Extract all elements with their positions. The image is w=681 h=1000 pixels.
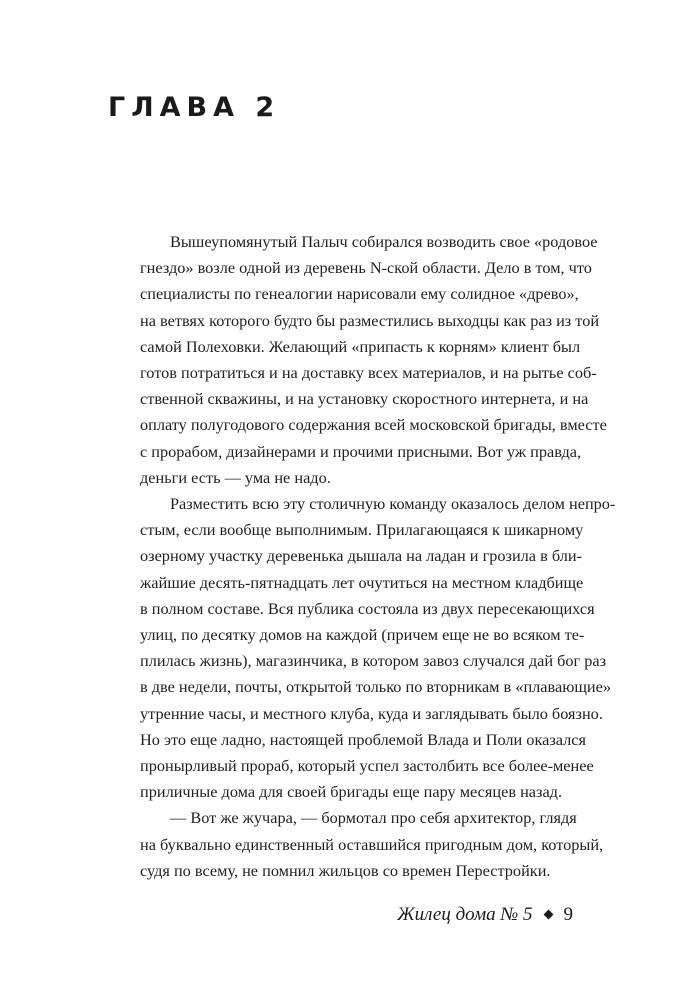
chapter-title: ГЛАВА 2 — [108, 92, 281, 123]
text-line: плилась жизнь), магазинчика, в котором завоз случался дай бог раз — [140, 651, 607, 671]
paragraph — [110, 805, 604, 884]
text-line: стым, если вообще выполнимым. Прилагающаяся к шикарному — [140, 520, 584, 540]
text-line: приличные дома для своей бригады еще пару месяцев назад. — [140, 782, 563, 802]
text-line: самой Полеховки. Желающий «припасть к корням» клиент был — [140, 336, 581, 356]
text-line: ственной скважины, и на установку скоростного интернета, и на — [140, 389, 589, 409]
text-line: Но это еще ладно, настоящей проблемой Влада и Поли оказался — [140, 729, 586, 749]
paragraph — [110, 491, 616, 805]
text-line: оплату полугодового содержания всей московской бригады, вместе — [140, 415, 607, 435]
text-line: жайшие десять-пятнадцать лет очутиться на местном кладбище — [140, 572, 584, 592]
text-line: с прорабом, дизайнерами и прочими присными. Вот уж правда, — [140, 441, 582, 461]
text-line: судя по всему, не помнил жильцов со времен Перестройки. — [140, 860, 551, 880]
body-text — [110, 229, 616, 884]
text-line: озерному участку деревенька дышала на ладан и грозила в бли- — [140, 546, 582, 566]
text-line: в полном составе. Вся публика состояла из двух пересекающихся — [140, 598, 595, 618]
text-line: деньги есть — ума не надо. — [140, 467, 331, 487]
text-line: готов потратиться и на доставку всех материалов, и на рытье соб- — [140, 363, 597, 383]
running-footer — [397, 904, 573, 926]
text-line: на буквально единственный оставшийся пригодным дом, который, — [140, 834, 604, 854]
text-line: Разместить всю эту столичную команду оказалось делом непро- — [170, 494, 616, 514]
text-line: гнездо» возле одной из деревень N-ской области. Дело в том, что — [140, 258, 592, 278]
book-title: Жилец дома № 5 — [397, 904, 533, 925]
page-number: 9 — [563, 904, 573, 925]
text-line: специалисты по генеалогии нарисовали ему солидное «древо», — [140, 284, 579, 304]
text-line: пронырливый прораб, который успел застолбить все более-менее — [140, 756, 594, 776]
text-line: на ветвях которого будто бы разместились выходцы как раз из той — [140, 310, 600, 330]
text-line: утренние часы, и местного клуба, куда и заглядывать было боязно. — [140, 703, 603, 723]
text-line: Вышеупомянутый Палыч собирался возводить свое «родовое — [170, 232, 598, 251]
text-line: улиц, по десятку домов на каждой (причем еще не во всяком те- — [140, 625, 585, 645]
text-line: — Вот же жучара, — бормотал про себя архитектор, глядя — [170, 808, 577, 828]
diamond-separator-icon — [543, 909, 553, 919]
text-line: в две недели, почты, открытой только по вторникам в «плавающие» — [140, 677, 612, 697]
paragraph — [110, 229, 607, 491]
